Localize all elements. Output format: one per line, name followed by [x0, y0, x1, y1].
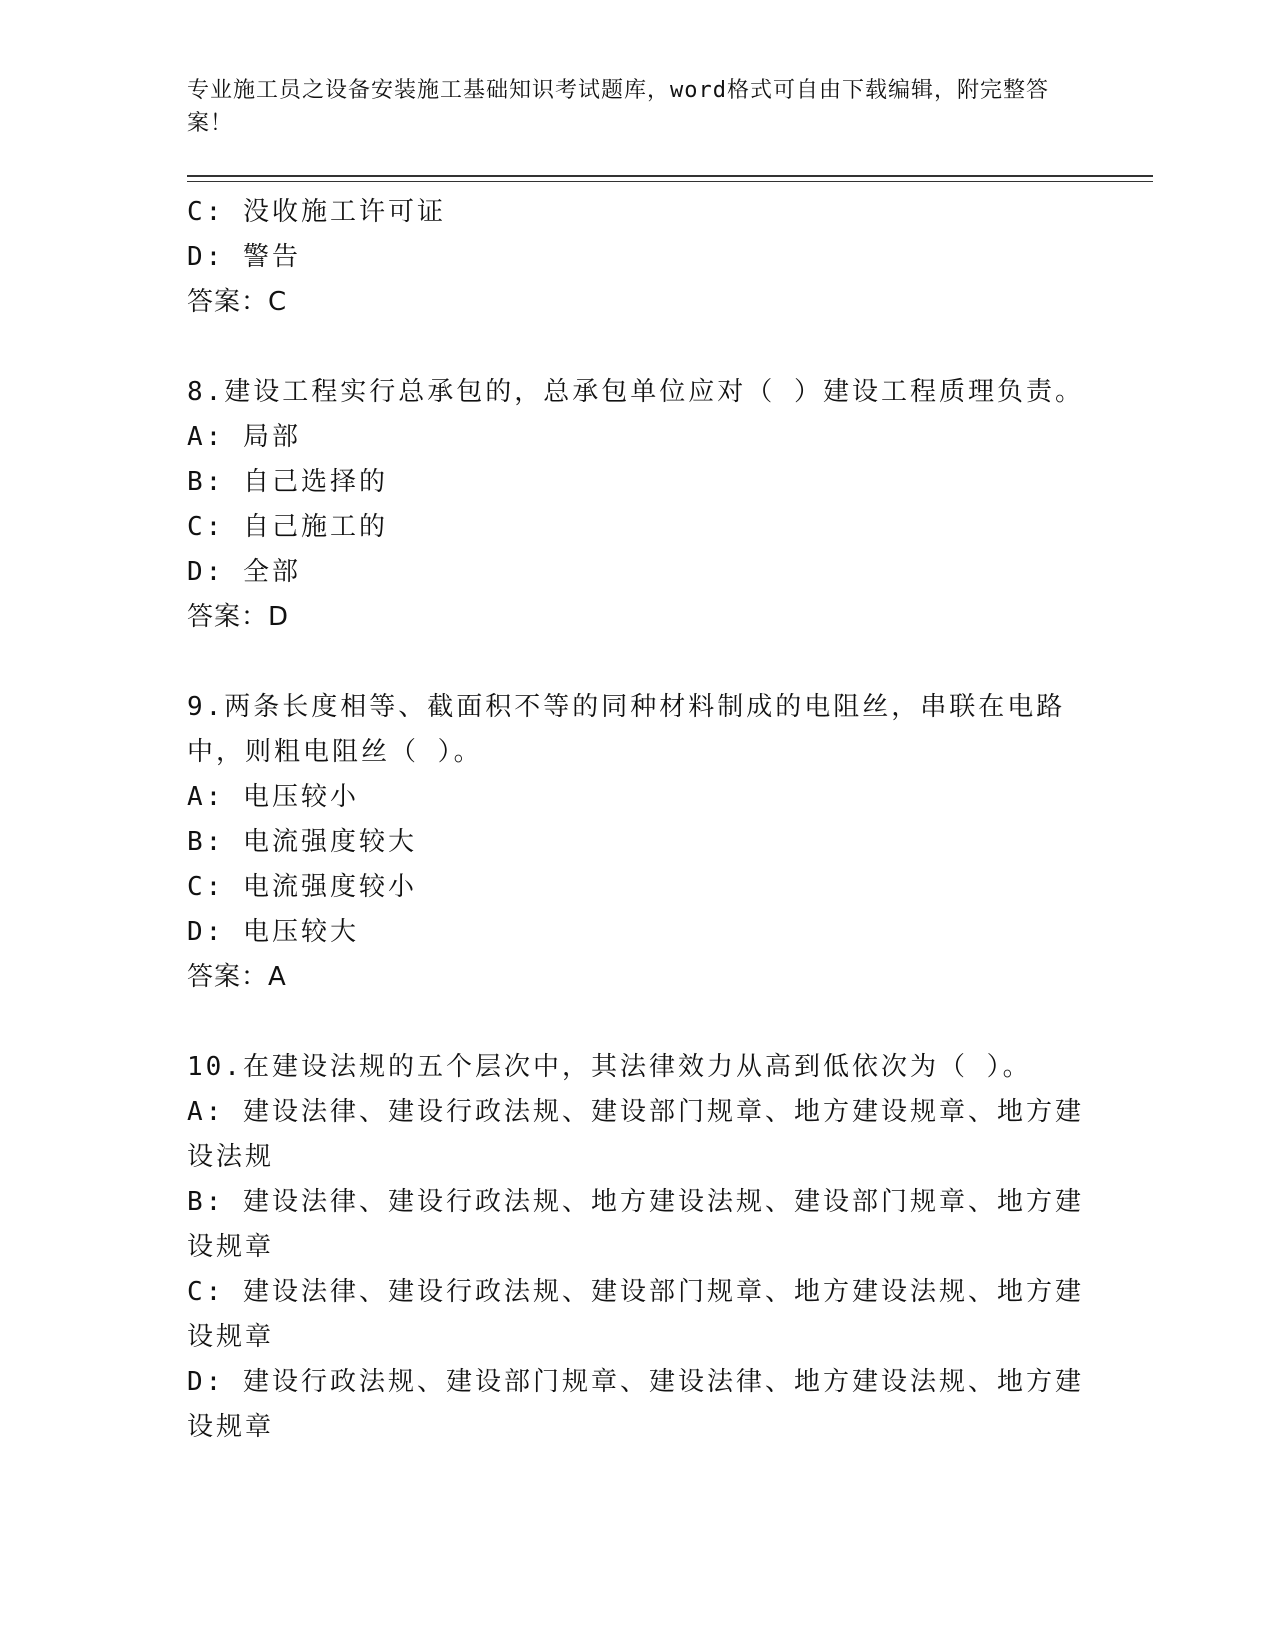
spacer — [187, 325, 1087, 370]
option-b: B: 电流强度较大 — [187, 827, 417, 857]
answer-line: 答案：C — [187, 287, 288, 317]
option-c: C: 没收施工许可证 — [187, 197, 446, 227]
option-b: B: 建设法律、建设行政法规、地方建设法规、建设部门规章、地方建设规章 — [187, 1187, 1084, 1262]
document-header: 专业施工员之设备安装施工基础知识考试题库，word格式可自由下载编辑，附完整答案！ — [187, 78, 1049, 136]
option-d: D: 电压较大 — [187, 917, 359, 947]
answer-line: 答案：D — [187, 602, 290, 632]
option-a: A: 建设法律、建设行政法规、建设部门规章、地方建设规章、地方建设法规 — [187, 1097, 1084, 1172]
question-stem: 10.在建设法规的五个层次中，其法律效力从高到低依次为（ ）。 — [187, 1052, 1032, 1082]
option-c: C: 自己施工的 — [187, 512, 388, 542]
question-content — [187, 190, 1087, 1450]
option-c: C: 建设法律、建设行政法规、建设部门规章、地方建设法规、地方建设规章 — [187, 1277, 1084, 1352]
answer-line: 答案：A — [187, 962, 287, 992]
question-stem: 9.两条长度相等、截面积不等的同种材料制成的电阻丝，串联在电路中，则粗电阻丝（ ）。 — [187, 692, 1066, 767]
option-a: A: 局部 — [187, 422, 301, 452]
option-b: B: 自己选择的 — [187, 467, 388, 497]
option-d: D: 建设行政法规、建设部门规章、建设法律、地方建设法规、地方建设规章 — [187, 1367, 1084, 1442]
option-c: C: 电流强度较小 — [187, 872, 417, 902]
option-d: D: 警告 — [187, 242, 301, 272]
header-divider — [187, 175, 1153, 177]
option-d: D: 全部 — [187, 557, 301, 587]
header-divider-thin — [187, 181, 1153, 182]
spacer — [187, 1000, 1087, 1045]
question-stem: 8.建设工程实行总承包的，总承包单位应对（ ）建设工程质理负责。 — [187, 377, 1084, 407]
option-a: A: 电压较小 — [187, 782, 359, 812]
spacer — [187, 640, 1087, 685]
